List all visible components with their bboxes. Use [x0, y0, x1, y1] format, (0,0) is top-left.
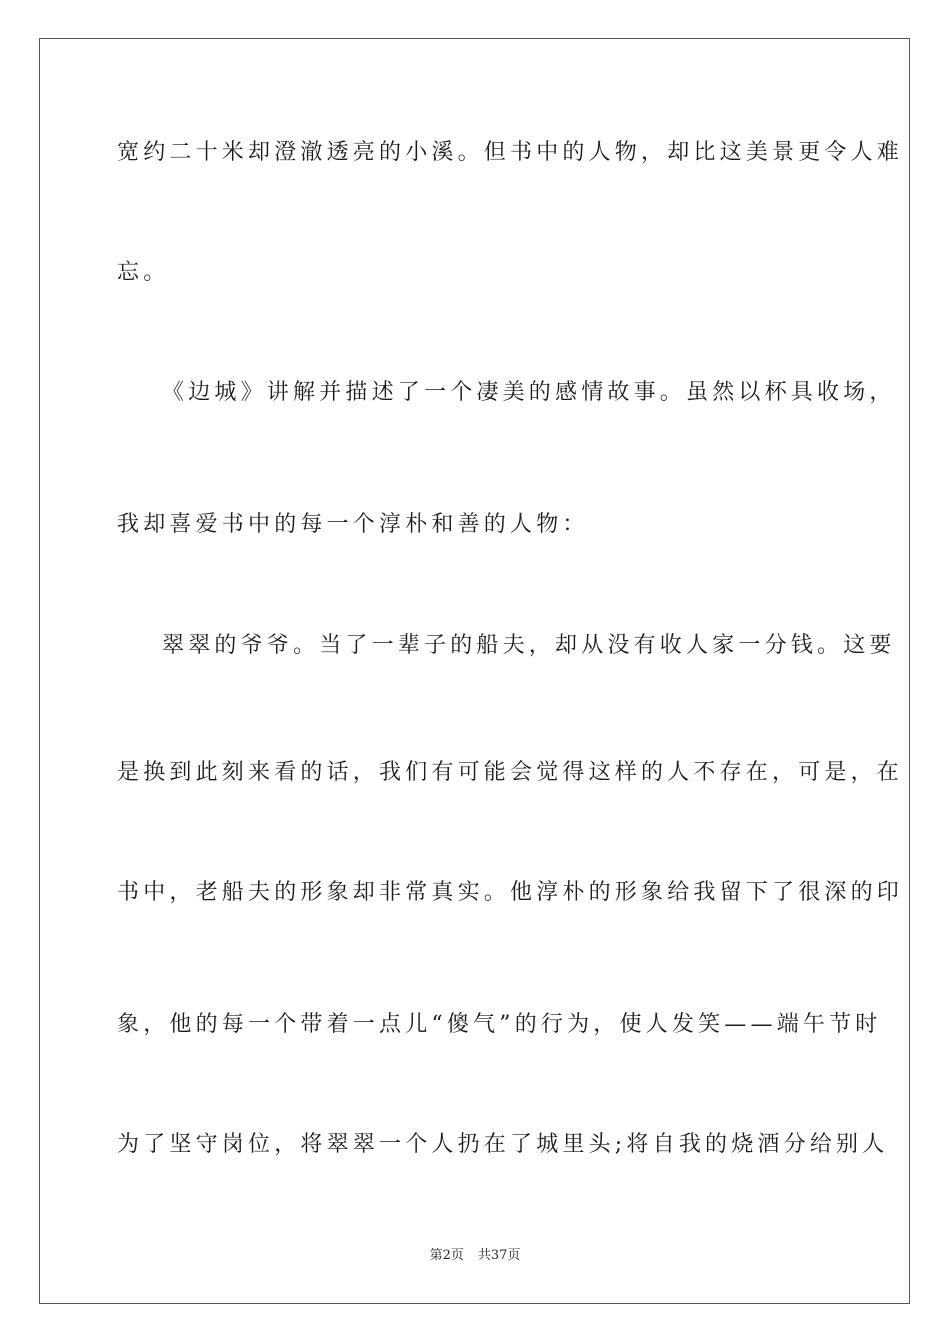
paragraph-line: 忘。	[117, 260, 170, 285]
paragraph-line: 宽约二十米却澄澈透亮的小溪。但书中的人物，却比这美景更令人难	[117, 140, 904, 165]
paragraph-line: 书中，老船夫的形象却非常真实。他淳朴的形象给我留下了很深的印	[117, 880, 904, 905]
page-number-current: 第2页	[429, 1248, 464, 1263]
paragraph-line: 我却喜爱书中的每一个淳朴和善的人物：	[117, 512, 589, 537]
paragraph-line: 翠翠的爷爷。当了一辈子的船夫，却从没有收人家一分钱。这要	[162, 633, 896, 658]
paragraph-line: 是换到此刻来看的话，我们有可能会觉得这样的人不存在，可是，在	[117, 760, 904, 785]
page-footer	[0, 1247, 950, 1265]
page-number-total: 共37页	[477, 1248, 521, 1263]
paragraph-line: 象，他的每一个带着一点儿“傻气”的行为，使人发笑——端午节时	[117, 1012, 882, 1037]
paragraph-line: 《边城》讲解并描述了一个凄美的感情故事。虽然以杯具收场，	[162, 380, 896, 405]
paragraph-line: 为了坚守岗位，将翠翠一个人扔在了城里头;将自我的烧酒分给别人	[117, 1132, 889, 1157]
page-border	[39, 38, 910, 1304]
